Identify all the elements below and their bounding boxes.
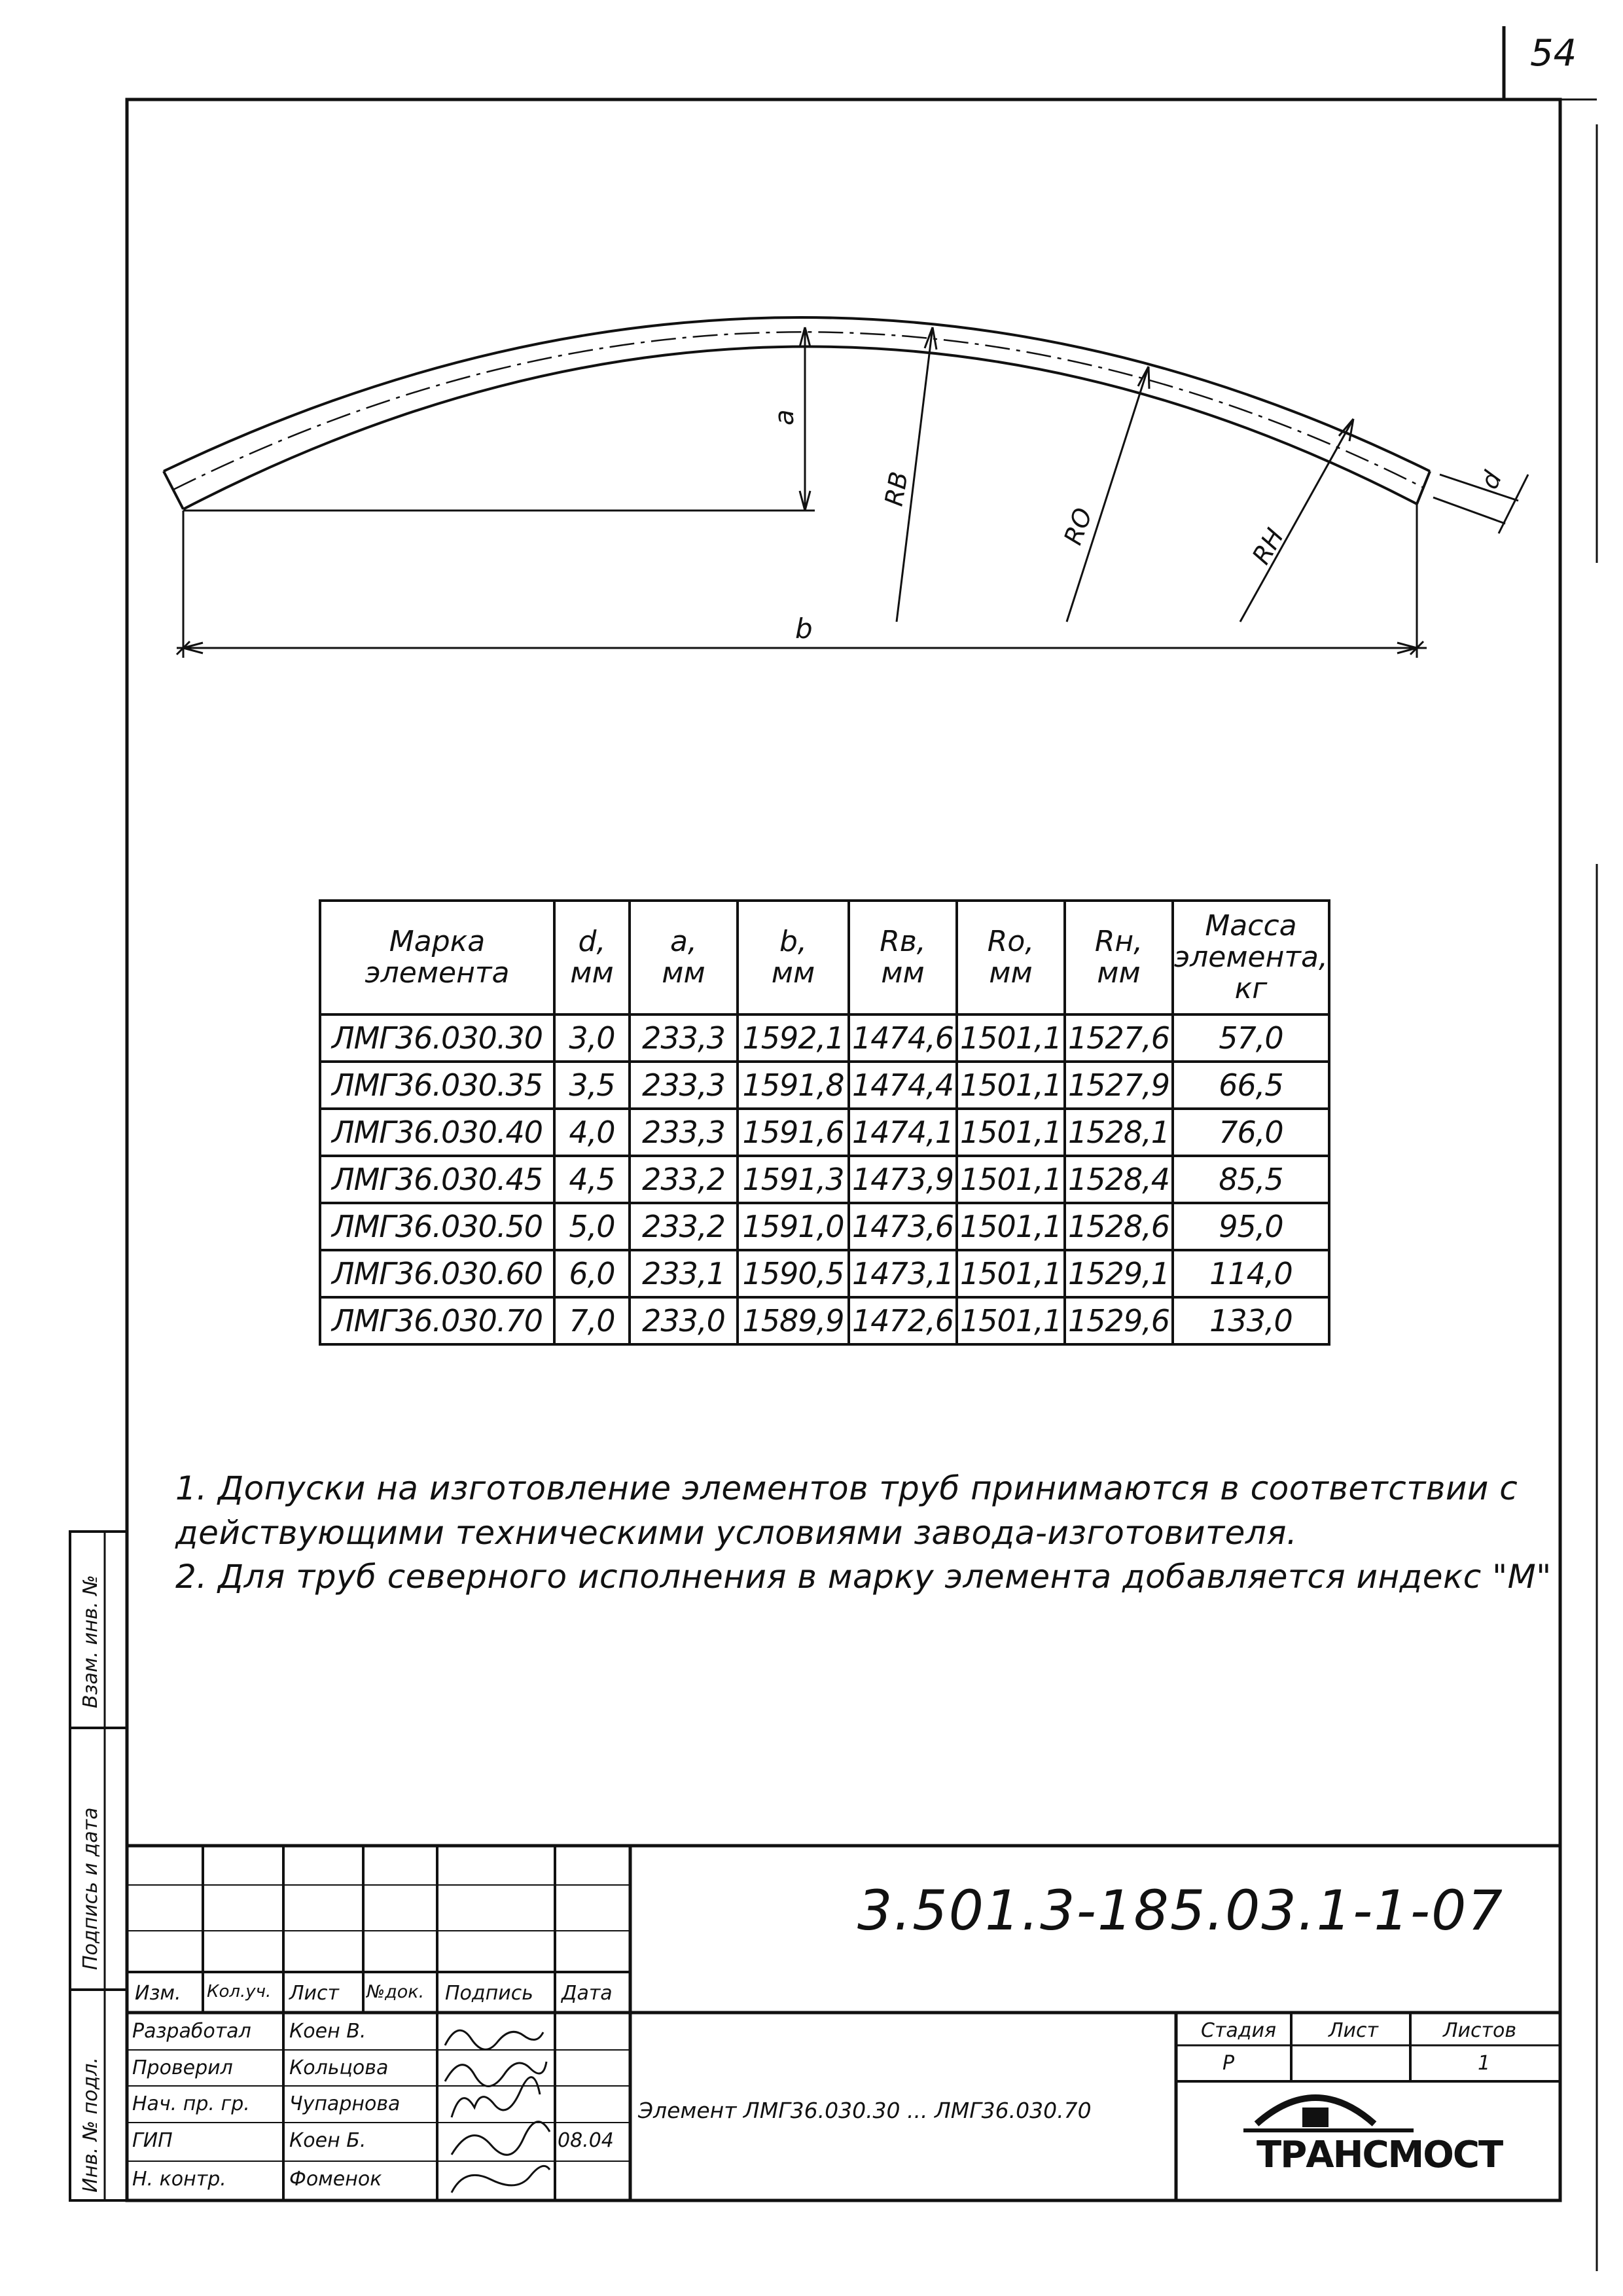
table-header-text: мм bbox=[1097, 956, 1141, 990]
table-cell: 1501,1 bbox=[957, 1014, 1065, 1062]
radius-mid-leader bbox=[1067, 367, 1149, 622]
table-header-text: мм bbox=[771, 956, 815, 990]
table-header-text: Rн, bbox=[1094, 925, 1143, 958]
table-cell: 1474,6 bbox=[849, 1014, 957, 1062]
spec-table bbox=[319, 899, 1330, 1346]
stage-value: Р bbox=[1222, 2052, 1235, 2075]
table-cell: 57,0 bbox=[1173, 1014, 1329, 1062]
table-row bbox=[320, 1062, 1329, 1109]
role-nach: Нач. пр. гр. bbox=[132, 2092, 250, 2115]
table-cell: ЛМГ36.030.30 bbox=[320, 1014, 554, 1062]
sheets-value: 1 bbox=[1478, 2052, 1491, 2075]
table-header-cell bbox=[320, 901, 554, 1014]
element-name: Элемент ЛМГ36.030.30 ... ЛМГ36.030.70 bbox=[638, 2098, 1092, 2123]
table-cell: 114,0 bbox=[1173, 1250, 1329, 1297]
arch-drawing bbox=[164, 317, 1528, 658]
label-r-outer: RН bbox=[1246, 523, 1290, 569]
table-header-cell bbox=[630, 901, 738, 1014]
table-header-cell bbox=[1065, 901, 1173, 1014]
name-4: Коен Б. bbox=[289, 2129, 366, 2152]
table-cell: 1589,9 bbox=[738, 1297, 849, 1344]
sheet-label: Лист bbox=[1329, 2019, 1379, 2042]
table-cell: 1527,9 bbox=[1065, 1062, 1173, 1109]
note-line-3: 2. Для труб северного исполнения в марку элемента добавляется индекс "М" bbox=[175, 1558, 1552, 1596]
stamp-podpis-label: Подпись и дата bbox=[79, 1807, 102, 1970]
table-cell: 1472,6 bbox=[849, 1297, 957, 1344]
transmost-logo bbox=[1243, 2098, 1414, 2130]
table-cell: 4,0 bbox=[554, 1109, 630, 1156]
name-5: Фоменок bbox=[289, 2168, 382, 2191]
table-cell: 7,0 bbox=[554, 1297, 630, 1344]
label-r-inner: RВ bbox=[879, 469, 914, 509]
page-number: 54 bbox=[1530, 32, 1577, 75]
table-cell: 1590,5 bbox=[738, 1250, 849, 1297]
table-cell: 1474,1 bbox=[849, 1109, 957, 1156]
table-row bbox=[320, 1297, 1329, 1344]
table-cell: 233,3 bbox=[630, 1062, 738, 1109]
table-cell: 6,0 bbox=[554, 1250, 630, 1297]
table-cell: 1473,1 bbox=[849, 1250, 957, 1297]
table-header-text: мм bbox=[989, 956, 1033, 990]
col-header-podpis: Подпись bbox=[445, 1982, 533, 2005]
table-cell: 1591,3 bbox=[738, 1156, 849, 1203]
table-header-text: Rв, bbox=[880, 925, 926, 958]
table-cell: 233,3 bbox=[630, 1109, 738, 1156]
table-cell: 1501,1 bbox=[957, 1203, 1065, 1250]
radius-outer-leader bbox=[1240, 419, 1353, 622]
col-header-kol: Кол.уч. bbox=[207, 1982, 272, 2001]
table-header-text: элемента, bbox=[1174, 941, 1328, 974]
role-gip: ГИП bbox=[132, 2129, 173, 2152]
stage-label: Стадия bbox=[1201, 2019, 1277, 2042]
table-cell: 233,2 bbox=[630, 1156, 738, 1203]
table-cell: 1592,1 bbox=[738, 1014, 849, 1062]
arch-inner-edge bbox=[183, 346, 1417, 509]
table-cell: 85,5 bbox=[1173, 1156, 1329, 1203]
table-row bbox=[320, 1014, 1329, 1062]
table-cell: 1528,4 bbox=[1065, 1156, 1173, 1203]
table-row bbox=[320, 1156, 1329, 1203]
table-cell: 1473,6 bbox=[849, 1203, 957, 1250]
col-header-izm: Изм. bbox=[135, 1982, 181, 2005]
col-header-list: Лист bbox=[289, 1982, 340, 2005]
sheets-label: Листов bbox=[1443, 2019, 1517, 2042]
stamp-inv-label: Инв. № подл. bbox=[79, 2057, 102, 2193]
table-header-cell bbox=[738, 901, 849, 1014]
table-header-cell bbox=[849, 901, 957, 1014]
name-2: Кольцова bbox=[289, 2056, 389, 2079]
table-cell: 1528,1 bbox=[1065, 1109, 1173, 1156]
table-cell: 95,0 bbox=[1173, 1203, 1329, 1250]
table-cell: ЛМГ36.030.45 bbox=[320, 1156, 554, 1203]
label-d: d bbox=[1474, 467, 1508, 493]
table-header-row bbox=[320, 901, 1329, 1014]
table-cell: ЛМГ36.030.35 bbox=[320, 1062, 554, 1109]
table-cell: 1528,6 bbox=[1065, 1203, 1173, 1250]
table-cell: 1474,4 bbox=[849, 1062, 957, 1109]
table-header-cell bbox=[957, 901, 1065, 1014]
name-3: Чупарнова bbox=[289, 2092, 401, 2115]
table-cell: 1501,1 bbox=[957, 1250, 1065, 1297]
table-cell: ЛМГ36.030.60 bbox=[320, 1250, 554, 1297]
table-row bbox=[320, 1109, 1329, 1156]
table-body bbox=[320, 1014, 1329, 1344]
table-header-cell bbox=[1173, 901, 1329, 1014]
table-header-text: элемента bbox=[365, 956, 510, 990]
table-cell: 233,3 bbox=[630, 1014, 738, 1062]
label-a: a bbox=[770, 409, 800, 425]
col-header-ndok: №док. bbox=[366, 1982, 425, 2002]
table-cell: 233,2 bbox=[630, 1203, 738, 1250]
table-header-text: Марка bbox=[389, 925, 486, 958]
table-cell: 4,5 bbox=[554, 1156, 630, 1203]
doc-code: 3.501.3-185.03.1-1-07 bbox=[857, 1878, 1504, 1943]
table-header-text: d, bbox=[578, 925, 606, 958]
table-cell: 1473,9 bbox=[849, 1156, 957, 1203]
table-cell: 133,0 bbox=[1173, 1297, 1329, 1344]
table-cell: ЛМГ36.030.50 bbox=[320, 1203, 554, 1250]
role-nkontr: Н. контр. bbox=[132, 2168, 226, 2191]
note-line-2: действующими техническими условиями завода-изготовителя. bbox=[175, 1514, 1298, 1552]
table-header-text: Rо, bbox=[987, 925, 1035, 958]
label-r-mid: RО bbox=[1058, 504, 1098, 549]
table-cell: 1591,8 bbox=[738, 1062, 849, 1109]
table-cell: 1501,1 bbox=[957, 1156, 1065, 1203]
stamp-vzam-label: Взам. инв. № bbox=[79, 1575, 102, 1708]
table-row bbox=[320, 1250, 1329, 1297]
label-b: b bbox=[795, 613, 813, 645]
table-cell: ЛМГ36.030.40 bbox=[320, 1109, 554, 1156]
signatures bbox=[445, 2030, 550, 2193]
table-header-text: b, bbox=[779, 925, 807, 958]
table-header-text: мм bbox=[662, 956, 705, 990]
note-line-1: 1. Допуски на изготовление элементов труб принимаются в соответствии с bbox=[175, 1469, 1518, 1507]
table-cell: 3,0 bbox=[554, 1014, 630, 1062]
table-cell: 1527,6 bbox=[1065, 1014, 1173, 1062]
table-header-text: мм bbox=[570, 956, 614, 990]
sign-date: 08.04 bbox=[558, 2129, 614, 2152]
table-cell: 66,5 bbox=[1173, 1062, 1329, 1109]
table-header-text: мм bbox=[881, 956, 925, 990]
table-cell: 1529,1 bbox=[1065, 1250, 1173, 1297]
logo-text: ТРАНСМОСТ bbox=[1257, 2134, 1503, 2176]
arch-outer-edge bbox=[164, 317, 1430, 471]
table-cell: 1591,0 bbox=[738, 1203, 849, 1250]
name-1: Коен В. bbox=[289, 2020, 366, 2043]
table-cell: 1501,1 bbox=[957, 1062, 1065, 1109]
table-row bbox=[320, 1203, 1329, 1250]
col-header-data: Дата bbox=[562, 1982, 613, 2005]
table-cell: 1529,6 bbox=[1065, 1297, 1173, 1344]
table-cell: ЛМГ36.030.70 bbox=[320, 1297, 554, 1344]
role-razrabotal: Разработал bbox=[132, 2020, 251, 2043]
table-header-cell bbox=[554, 901, 630, 1014]
role-proveril: Проверил bbox=[132, 2056, 233, 2079]
table-header-text: a, bbox=[670, 925, 697, 958]
table-cell: 233,0 bbox=[630, 1297, 738, 1344]
table-cell: 5,0 bbox=[554, 1203, 630, 1250]
table-cell: 3,5 bbox=[554, 1062, 630, 1109]
table-header-text: Масса bbox=[1205, 909, 1297, 942]
table-cell: 1501,1 bbox=[957, 1297, 1065, 1344]
table-cell: 233,1 bbox=[630, 1250, 738, 1297]
table-cell: 1501,1 bbox=[957, 1109, 1065, 1156]
table-cell: 1591,6 bbox=[738, 1109, 849, 1156]
table-header-text: кг bbox=[1234, 972, 1268, 1005]
table-cell: 76,0 bbox=[1173, 1109, 1329, 1156]
